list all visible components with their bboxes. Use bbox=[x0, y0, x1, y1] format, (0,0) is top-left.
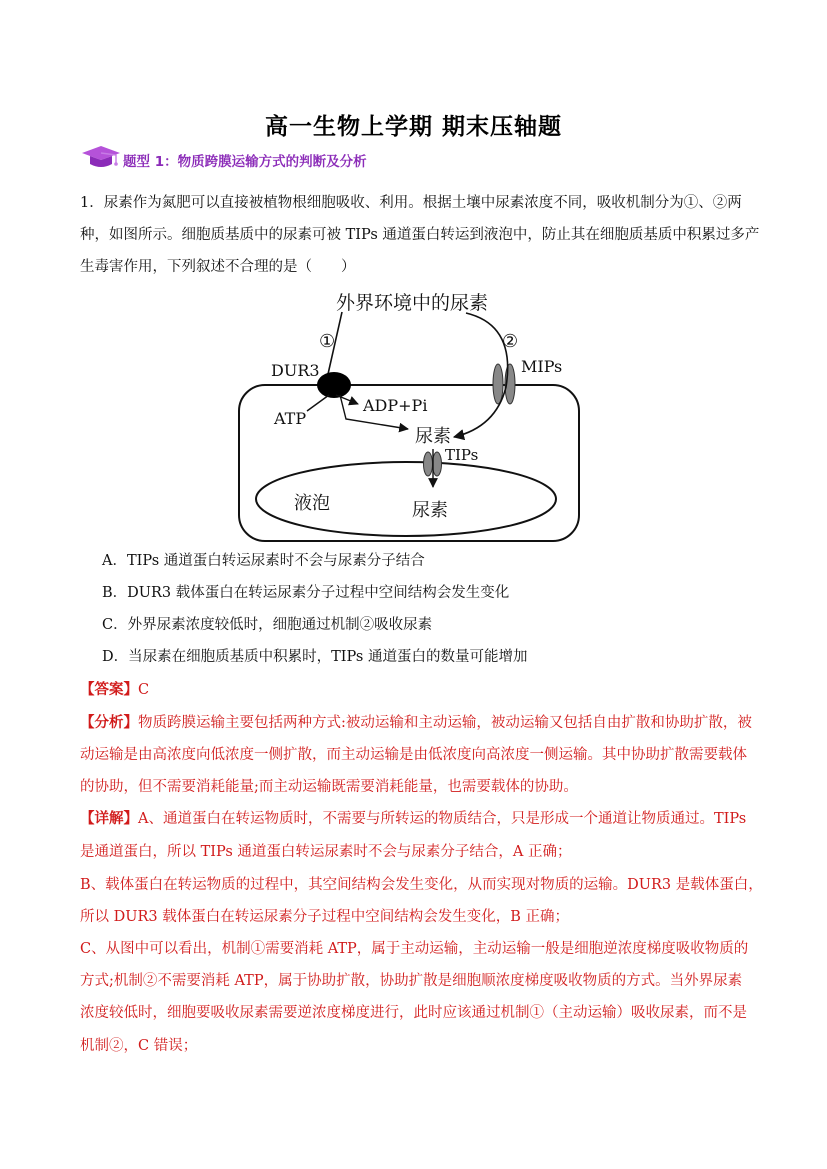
answer-tag: 【答案】 bbox=[80, 682, 138, 698]
option-d: D．当尿素在细胞质基质中积累时，TIPs 通道蛋白的数量可能增加 bbox=[102, 649, 528, 665]
analysis-line-1 bbox=[80, 708, 752, 739]
graduation-cap-icon bbox=[80, 143, 122, 173]
detail-line-5: C、从图中可以看出，机制①需要消耗 ATP，属于主动运输，主动运输一般是细胞逆浓度梯度吸收物质的 bbox=[80, 941, 749, 957]
adp-arrow bbox=[336, 395, 358, 404]
diagram-label-outside-urea: 外界环境中的尿素 bbox=[336, 292, 489, 314]
analysis-text-1: 物质跨膜运输主要包括两种方式:被动运输和主动运输，被动运输又包括自由扩散和协助扩散，被 bbox=[138, 715, 752, 731]
dur3-carrier bbox=[317, 372, 351, 398]
analysis-line-3: 的协助，但不需要消耗能量;而主动运输既需要消耗能量，也需要载体的协助。 bbox=[80, 779, 578, 795]
diagram-label-dur3: DUR3 bbox=[271, 361, 320, 380]
tips-channel-right bbox=[433, 452, 442, 476]
detail-text-1: A、通道蛋白在转运物质时，不需要与所转运的物质结合，只是形成一个通道让物质通过。TIPs bbox=[138, 811, 747, 827]
diagram-label-mech-2: ② bbox=[502, 331, 519, 352]
detail-line-6: 方式;机制②不需要消耗 ATP，属于协助扩散，协助扩散是细胞顺浓度梯度吸收物质的方式。当外界尿素 bbox=[80, 973, 743, 989]
detail-tag: 【详解】 bbox=[80, 811, 138, 827]
analysis-tag: 【分析】 bbox=[80, 715, 138, 731]
detail-line-7: 浓度较低时，细胞要吸收尿素需要逆浓度梯度进行，此时应该通过机制①（主动运输）吸收尿素，而不是 bbox=[80, 1005, 747, 1021]
atp-line bbox=[307, 395, 329, 411]
analysis-line-2: 动运输是由高浓度向低浓度一侧扩散，而主动运输是由低浓度向高浓度一侧运输。其中协助扩散需要载体 bbox=[80, 747, 747, 763]
diagram-label-mips: MIPs bbox=[521, 357, 563, 376]
section-label: 题型 1：物质跨膜运输方式的判断及分析 bbox=[123, 154, 367, 170]
answer-line bbox=[80, 675, 149, 706]
tips-channel-left bbox=[424, 452, 433, 476]
detail-line-2: 是通道蛋白，所以 TIPs 通道蛋白转运尿素时不会与尿素分子结合，A 正确； bbox=[80, 844, 572, 860]
detail-line-3: B、载体蛋白在转运物质的过程中，其空间结构会发生变化，从而实现对物质的运输。DUR3 是载体蛋白， bbox=[80, 877, 763, 893]
option-b: B．DUR3 载体蛋白在转运尿素分子过程中空间结构会发生变化 bbox=[102, 585, 510, 601]
question-line-2: 种，如图所示。细胞质基质中的尿素可被 TIPs 通道蛋白转运到液泡中，防止其在细胞质基质中积累过多产 bbox=[80, 227, 760, 243]
detail-line-4: 所以 DUR3 载体蛋白在转运尿素分子过程中空间结构会发生变化，B 正确； bbox=[80, 909, 569, 925]
mips-channel-left bbox=[493, 364, 503, 404]
diagram-label-vacuole: 液泡 bbox=[294, 493, 330, 514]
option-a: A．TIPs 通道蛋白转运尿素时不会与尿素分子结合 bbox=[102, 553, 425, 569]
urea-transport-diagram bbox=[234, 287, 594, 547]
diagram-label-urea-vacuole: 尿素 bbox=[412, 500, 448, 521]
detail-line-8: 机制②，C 错误； bbox=[80, 1038, 198, 1054]
option-c: C．外界尿素浓度较低时，细胞通过机制②吸收尿素 bbox=[102, 617, 433, 633]
detail-line-1 bbox=[80, 804, 746, 835]
diagram-label-atp: ATP bbox=[274, 409, 307, 428]
answer-value: C bbox=[138, 682, 150, 698]
section-header bbox=[80, 143, 500, 173]
question-line-1: 1．尿素作为氮肥可以直接被植物根细胞吸收、利用。根据土壤中尿素浓度不同，吸收机制分为①、②两 bbox=[80, 195, 742, 211]
page-title: 高一生物上学期 期末压轴题 bbox=[264, 114, 562, 140]
diagram-label-mech-1: ① bbox=[319, 331, 336, 352]
diagram-label-adp: ADP+Pi bbox=[363, 396, 428, 415]
diagram-label-tips: TIPs bbox=[445, 446, 479, 464]
question-line-3: 生毒害作用，下列叙述不合理的是（ ） bbox=[80, 259, 356, 275]
diagram-label-urea-cytoplasm: 尿素 bbox=[415, 426, 451, 447]
